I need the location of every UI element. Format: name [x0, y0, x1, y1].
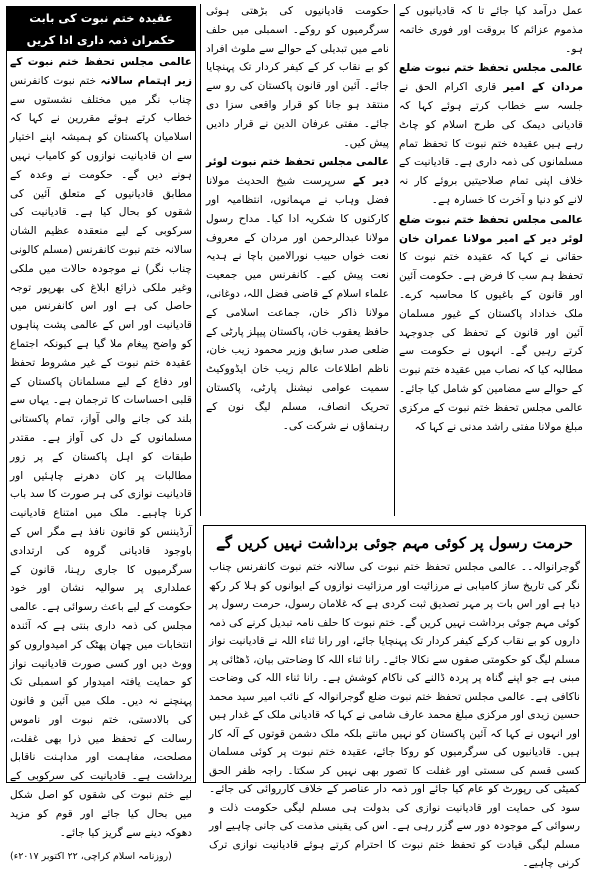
paragraph: حکومت قادیانیوں کی بڑھتی ہوئی سرگرمیوں کو روکے۔ اسمبلی میں حلف نامے میں تبدیلی کے حوالے سے ملوث افراد کو بے نقاب کر کے کیفر کردار تک پہنچایا جائے۔ آئین اور قانون پاکستان کی رو سے منتقد ہو جانا کو قرار واقعی سزا دی جائے۔ مفتی عرفان الدین نے قرار دادیں پیش کیں۔ [206, 5, 389, 149]
box-body: گوجرانوالہ۔۔ عالمی مجلس تحفظ ختم نبوت کی سالانہ ختم نبوت کانفرنس چناب نگر کی تاریخ ساز کامیابی نے مرزائیت اور مرزائیت نوازوں کے ایوانوں کو ہلا کر رکھ دیا ہے اور اس بات پر مہر تصدیق ثبت کردی ہے کہ غلامان رسول، حرمت رسول پر کوئی مہم جوئی برداشت نہیں کریں گے۔ ختم نبوت کا حلف نامہ تبدیل کرنے کی ذمہ داروں کو بے نقاب کرکے کیفر کردار تک پہنچایا جائے، اور رانا ثناء اللہ نے قادیانیت نواز مسلم لیگ کو حکومتی صفوں سے نکالا جائے۔ رانا ثناء اللہ کا وضاحتی بیان، ڈھٹائی پر مبنی ہے جو اپنے گناہ پر پردہ ڈالنے کی ناکام کوشش ہے۔ رانا ثناء اللہ کی وضاحت ناکافی ہے۔ عالمی مجلس تحفظ ختم نبوت ضلع گوجرانوالہ کے نائب امیر سید محمد حسین زیدی اور مرکزی مبلغ محمد عارف شامی نے کہا کہ قادیانی ملک کے غدار ہیں اور انہوں نے کہا کہ آئین پاکستان کو نہیں مانتے بلکہ ملک دشمن قوتوں کے آلہ کار ہیں۔ قادیانیوں کی سرگرمیوں کو روکا جائے، عقیدہ ختم نبوت پر کوئی مسلمان کسی قسم کی سستی اور غفلت کا تصور بھی نہیں کر سکتا۔ راجہ ظفر الحق کمیٹی کی رپورٹ کو عام کیا جائے اور ذمہ دار عناصر کے خلاف کارروائی کی جائے۔ سود کی حمایت اور قادیانیت نوازی کی بدولت ہی مسلم لیگی حکومت ذلت و رسوائی کے موجودہ دور سے گزر رہی ہے۔ اس کی یقینی مذمت کی جانی چاہیے اور مسلم لیگی قیادت کو تحفظ ختم نبوت کا احترام کرتے ہوئے قادیانیت نوازی ترک کرنی چاہیے۔ [209, 561, 580, 869]
column-divider-left [200, 4, 201, 516]
boxed-article [203, 525, 586, 869]
article-heading: عقیدہ ختم نبوت کی بابت حکمران ذمہ داری ادا کریں [7, 7, 195, 51]
article-column-middle [203, 2, 392, 518]
paragraph-text: سرپرست شیخ الحدیث مولانا فضل وہاب نے مہمانوں، انتظامیہ اور کارکنوں کا شکریہ ادا کیا۔ مداح رسول مولانا عبدالرحمن اور مردان کے معروف نعت خواں حبیب نورالامین باچا نے ہدیہ نعت پیش کیے۔ کانفرنس میں جمعیت علماء اسلام کے قاضی فضل اللہ، دوغانی، مولانا ذاکر خان، جماعت اسلامی کے حافظ یعقوب خان، پاکستان پیپلز پارٹی کے ضلعی صدر سابق وزیر محمود زیب خان، ناظم اطلاعات عالم زیب خان ایڈووکیٹ سمیت عوامی نیشنل پارٹی، پاکستان تحریک انصاف، مسلم لیگ نون کے رہنماؤں نے شرکت کی۔ [206, 175, 389, 432]
paragraph-text: حقانی نے کہا کہ عقیدہ ختم نبوت کا تحفظ ہم سب کا فرض ہے۔ حکومت آئین اور قانون کے باغیوں کا محاسبہ کرے۔ ملک خداداد پاکستان کے غیور مسلمان آئین اور قانون کے تحفظ کی جدوجہد کرتے رہیں گے۔ انہوں نے حکومت سے مطالبہ کیا کہ نصاب میں عقیدہ ختم نبوت کے حوالے سے مضامین کو شامل کیا جائے۔ عالمی مجلس تحفظ ختم نبوت کے مرکزی مبلغ مولانا مفتی راشد مدنی نے کہا کہ [399, 251, 583, 433]
paragraph [10, 53, 192, 842]
source-dateline: (روزنامہ اسلام کراچی، ۲۲ اکتوبر ۲۰۱۷ء) [10, 851, 172, 863]
box-title: حرمت رسول پر کوئی مہم جوئی برداشت نہیں کریں گے [216, 534, 573, 552]
paragraph [206, 153, 389, 435]
article-column-right [396, 2, 586, 518]
paragraph [399, 211, 583, 437]
subhead: عالمی مجلس تحفظ ختم نبوت لوئر دیر کے [206, 156, 389, 188]
subhead: عالمی مجلس تحفظ ختم نبوت ضلع لوئر دیر کے امیر مولانا عمران خان [399, 213, 583, 245]
paragraph-text: ختم نبوت کانفرنس چناب نگر میں مختلف نشستوں سے خطاب کرتے ہوئے مقررین نے کہا کہ اسلامیان پاکستان کو ہمیشہ اپنے اختیار سے ان قادیانیت نوازوں کو کامیاب نہیں ہونے دیں گے۔ حکومت نے وعدہ کے مطابق قادیانیوں کے متعلق آئین کی شقوں کو بحال کیا ہے۔ قادیانیت کی سرکوبی کے لیے منعقدہ عظیم الشان سالانہ ختم نبوت کانفرنس (مسلم کالونی چناب نگر) نے موجودہ حالات میں ملکی وغیر ملکی ذرائع ابلاغ کی بھرپور توجہ حاصل کی ہے اور اس کانفرنس میں قادیانیت اور اس کے عالمی پشت پناہوں کو واضح پیغام ملا گیا ہے کیونکہ اجتماع عقیدہ ختم نبوت کے غیر مشروط تحفظ اور دفاع کے لیے مسلمانان پاکستان کے قلبی احساسات کا ترجمان ہے۔ یہاں سے بلند کی جانے والی آواز، تمام پاکستانی مسلمانوں کے دل کی آواز ہے۔ مقتدر طبقات کو اہل پاکستان کے پر زور مطالبات پر کان دھرنے چاہئیں اور قادیانیت نوازی کی ہر صورت کا سد باب کرنا چاہیے۔ ملک میں امتناع قادیانیت آرڈیننس کو قانون نافذ ہے مگر اس کے باوجود قادیانی گروہ کی ارتدادی سرگرمیوں کا جاری رہنا، قانون کے عملداری پر سوالیہ نشان اور خود حکومت کے لیے باعث رسوائی ہے۔ عالمی مجلس کی ذمہ داری بنتی ہے کہ آئندہ انتخابات میں چھان پھٹک کر امیدواروں کو ووٹ دیں اور کسی صورت قادیانیت نواز کو حمایت یافتہ امیدوار کو اسمبلی تک پہنچنے نہ دیں۔ ملک میں آئین و قانون کی بالادستی، ختم نبوت اور ناموس رسالت کے تحفظ میں ذرا بھی غفلت، مصلحت، مفاہمت اور مداہنت ناقابل برداشت ہے۔ قادیانیت کی سرکوبی کے لیے ختم نبوت کی شقوں کو اصل شکل میں بحال کیا جائے اور قوم کو مزید دھوکہ دینے سے گریز کیا جائے۔ [10, 74, 192, 839]
paragraph-text: قاری اکرام الحق نے جلسہ سے خطاب کرتے ہوئے کہا کہ قادیانی دیمک کی طرح اسلام کو چاٹ رہے ہیں عقیدہ ختم نبوت کا تحفظ تمام مسلمانوں کی ذمہ داری ہے۔ قادیانیت کے خلاف اپنی تمام صلاحیتیں بروئے کار نہ لانے کو دنیا و آخرت کا خسارہ ہے۔ [399, 81, 583, 206]
article-column-left [6, 6, 196, 863]
paragraph [399, 59, 583, 209]
subhead: عالمی مجلس تحفظ ختم نبوت ضلع مردان کے امیر [399, 62, 584, 94]
subhead: عالمی مجلس تحفظ ختم نبوت کے زیر اہتمام سالانہ [10, 56, 192, 87]
column-divider-right [394, 4, 395, 516]
paragraph: عمل درآمد کیا جائے تا کہ قادیانیوں کے مذموم عزائم کا بروقت اور فوری خاتمہ ہو۔ [399, 5, 583, 55]
